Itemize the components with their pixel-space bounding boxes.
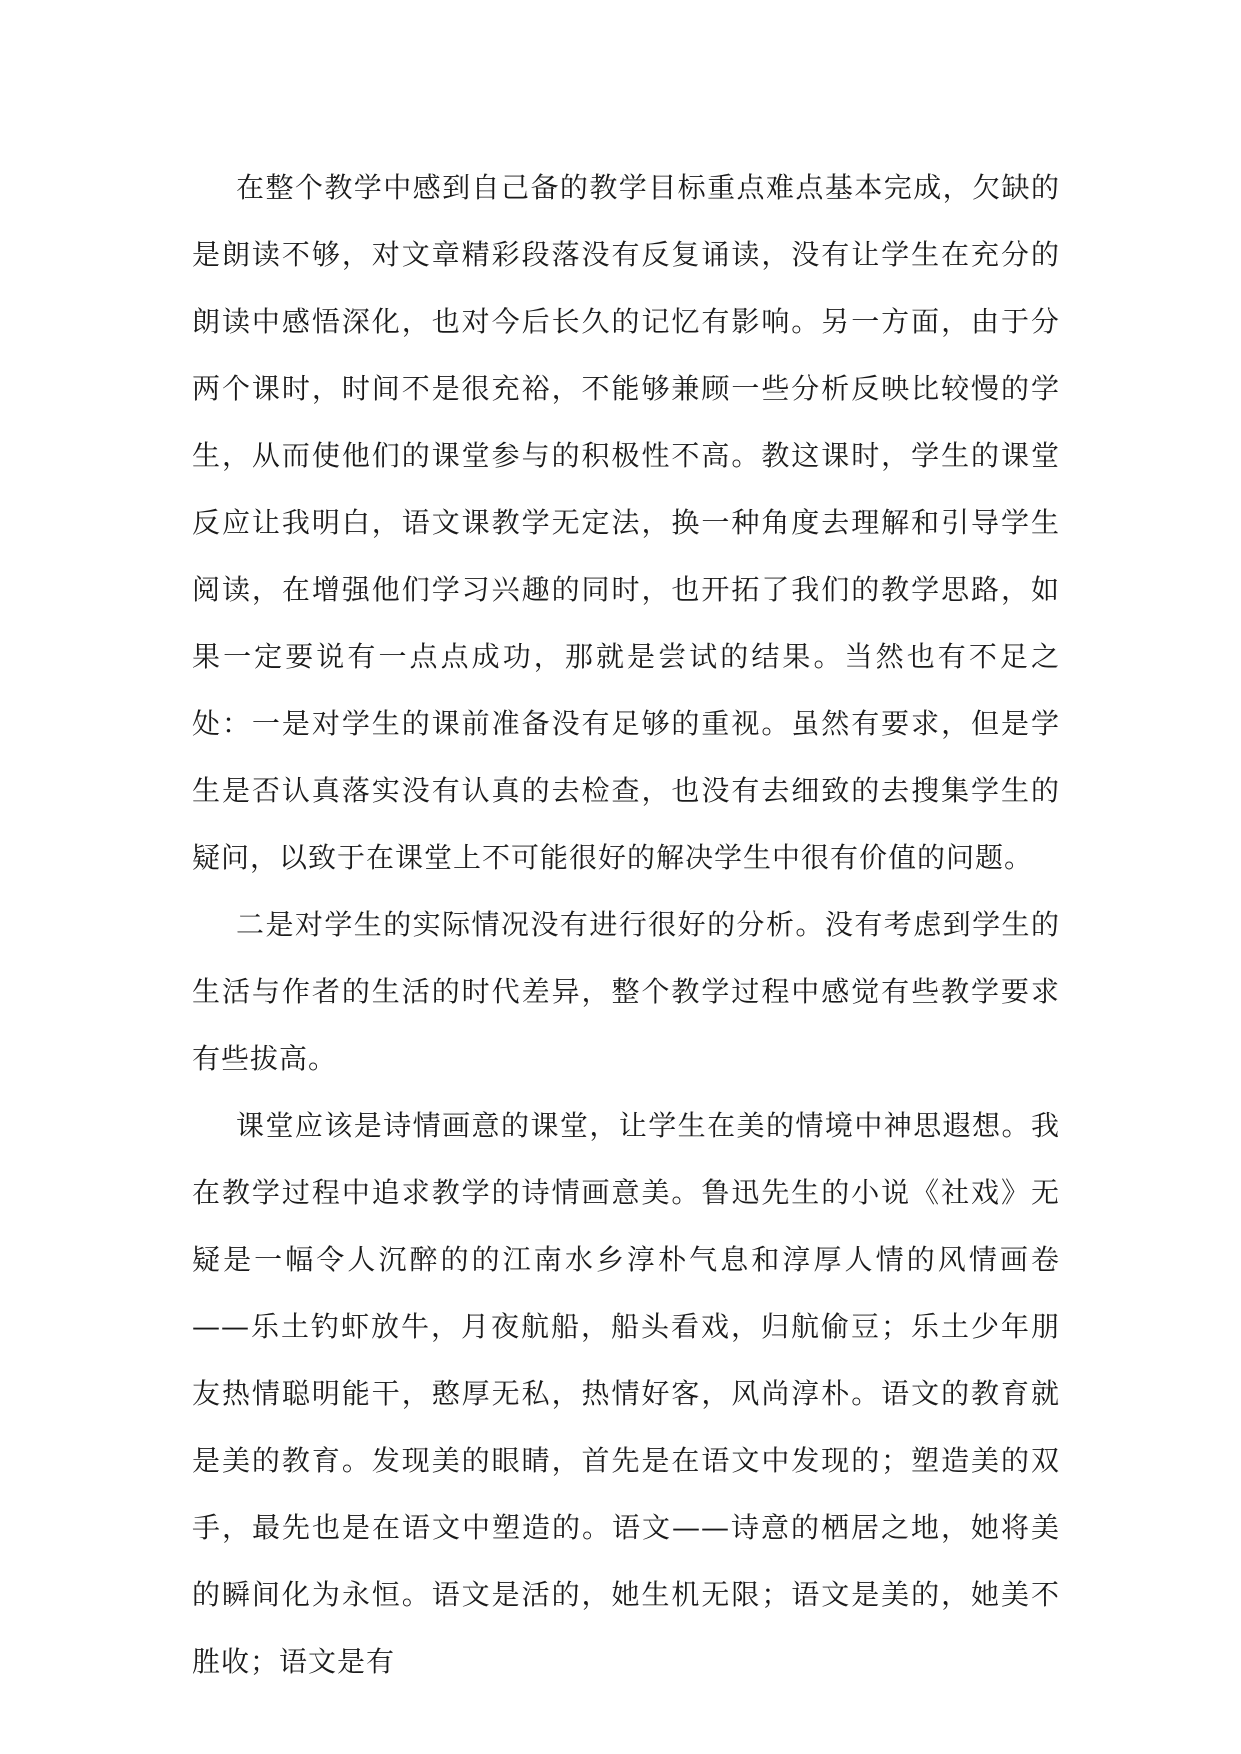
paragraph-1: 在整个教学中感到自己备的教学目标重点难点基本完成，欠缺的是朗读不够，对文章精彩段落没有反复诵读，没有让学生在充分的朗读中感悟深化，也对今后长久的记忆有影响。另一方面，由于分两个课时，时间不是很充裕，不能够兼顾一些分析反映比较慢的学生，从而使他们的课堂参与的积极性不高。教这课时，学生的课堂反应让我明白，语文课教学无定法，换一种角度去理解和引导学生阅读，在增强他们学习兴趣的同时，也开拓了我们的教学思路，如果一定要说有一点点成功，那就是尝试的结果。当然也有不足之处：一是对学生的课前准备没有足够的重视。虽然有要求，但是学生是否认真落实没有认真的去检查，也没有去细致的去搜集学生的疑问，以致于在课堂上不可能很好的解决学生中很有价值的问题。 bbox=[192, 171, 1060, 874]
document-body bbox=[192, 154, 1060, 1695]
paragraph-2: 二是对学生的实际情况没有进行很好的分析。没有考虑到学生的生活与作者的生活的时代差异，整个教学过程中感觉有些教学要求有些拔高。 bbox=[192, 908, 1060, 1075]
paragraph-3: 课堂应该是诗情画意的课堂，让学生在美的情境中神思遐想。我在教学过程中追求教学的诗情画意美。鲁迅先生的小说《社戏》无疑是一幅令人沉醉的的江南水乡淳朴气息和淳厚人情的风情画卷——乐土钓虾放牛，月夜航船，船头看戏，归航偷豆；乐土少年朋友热情聪明能干，憨厚无私，热情好客，风尚淳朴。语文的教育就是美的教育。发现美的眼睛，首先是在语文中发现的；塑造美的双手，最先也是在语文中塑造的。语文——诗意的栖居之地，她将美的瞬间化为永恒。语文是活的，她生机无限；语文是美的，她美不胜收；语文是有 bbox=[192, 1109, 1060, 1678]
